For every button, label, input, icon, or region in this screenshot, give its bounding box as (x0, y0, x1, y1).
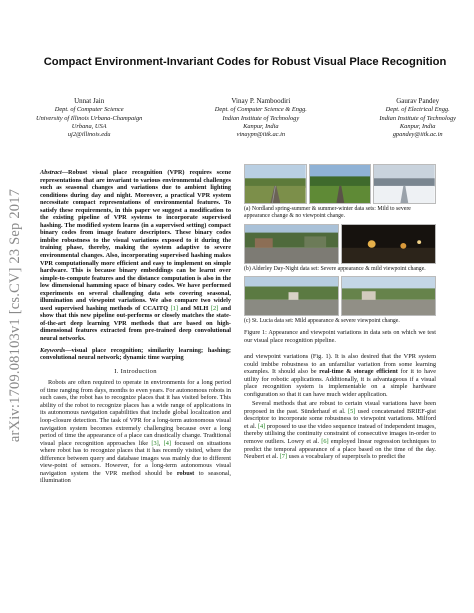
author-email[interactable]: uj2@illinois.edu (67, 131, 111, 139)
body-paragraph (244, 353, 436, 398)
body-text: for it to have utility for robotic applications. Additionally, it is advantageous if a visual place recognition system is implementable on a simple hardware configuration so that it can have much wider application. (244, 368, 436, 398)
stlucia-view-2-photo (341, 276, 436, 316)
citation-link[interactable]: [6] (321, 438, 329, 446)
author-dept: Dept. of Electrical Engg. (385, 106, 450, 114)
author-name: Unnat Jain (74, 97, 105, 105)
alderley-night-photo (341, 224, 436, 264)
subcaption-b: (b) Alderley Day-Night data set: Severe appearance & mild viewpoint change. (244, 265, 426, 272)
author-email[interactable]: gpandey@iitk.ac.in (392, 131, 443, 139)
figure-1 (244, 164, 436, 344)
body-text: to seasonal, illumination (40, 469, 232, 485)
stlucia-view-1-photo (244, 276, 339, 316)
subcaption-a: (a) Nordland spring-summer & summer-winter data sets: Mild to severe appearance change & no viewpoint change. (244, 206, 411, 219)
body-paragraph (244, 400, 436, 460)
citation-link[interactable]: [7] (279, 453, 288, 461)
keywords-text: —visual place recognition; similarity learning; hashing; convolutional neural network; dynamic time warping (40, 346, 231, 362)
author-name: Vinay P. Namboodiri (231, 97, 291, 105)
author-dept: Dept. of Computer Science (54, 106, 124, 114)
author-location: Urbana, USA (71, 122, 107, 130)
body-text: , (158, 439, 164, 447)
body-text: Robots are often required to operate in environments for a long period of time ranging from days, months to even years. For autonomous robots in such cases, the robot has to recognize places that it has visited before. This ability of the robot to recognize places has a wide range of applications in its autonomous navigation capabilities that include global localization and loop-closure detection. The task of VPR for a long-term autonomous visual navigation system becomes extremely challenging because over a long period of time the appearance of a place can drastically change. Traditional visual place recognition approaches like (40, 379, 231, 447)
abstract (40, 169, 231, 343)
author-institution: Indian Institute of Technology (379, 114, 456, 122)
author-location: Kanpur, India (243, 122, 279, 130)
body-text: Several methods that are robust to certain visual variations have been proposed in the past. Sünderhauf et al. (244, 400, 436, 415)
citation-link[interactable]: [3] (151, 439, 159, 447)
author-1 (36, 97, 142, 139)
body-text: focused on situations where robot has to recognize places that it has recently visited, where the difference between query and database images was mainly due to different view-point of sensors. However, for a long-term autonomous visual navigation system the VPR method should be (40, 439, 231, 477)
author-institution: Indian Institute of Technology (222, 114, 300, 122)
intro-paragraph (40, 379, 231, 485)
nordland-spring-photo (244, 164, 307, 204)
author-institution: University of Illinois Urbana-Champaign (36, 114, 143, 122)
nordland-summer-photo (309, 164, 372, 204)
body-text: and viewpoint variations (Fig. 1). It is also desired that the VPR system could imbibe robustness to an unfamiliar variation from some learning examples. It should also be (244, 353, 436, 376)
keywords (40, 347, 231, 362)
subcaption-c: (c) St. Lucia data set: Mild appearance & severe viewpoint change. (244, 318, 400, 325)
alderley-day-photo (244, 224, 339, 264)
figure-caption: Figure 1: Appearance and viewpoint variations in data sets on which we test our visual place recognition pipeline. (244, 329, 436, 344)
photo-row-alderley (244, 224, 436, 264)
body-text: uses a vocabulary of superpixels to predict the (287, 453, 406, 461)
emphasis-text: robust (176, 469, 195, 477)
citation-link[interactable]: [5] (347, 407, 356, 415)
citation-link[interactable]: [4] (163, 439, 171, 447)
section-heading-introduction: I. Introduction (114, 367, 157, 375)
photo-row-stlucia (244, 276, 436, 316)
abstract-text: and MLH (177, 304, 211, 312)
body-text: used concatenated BRIEF-gist descriptor to incorporate some robustness to viewpoint variations. Milford et al. (244, 407, 436, 430)
right-column (244, 164, 436, 461)
citation-link[interactable]: [1] (170, 304, 178, 312)
citation-link[interactable]: [2] (210, 304, 219, 312)
abstract-text: —Robust visual place recognition (VPR) requires scene representations that are invariant to various environmental challenges such as seasonal changes and variations due to ambient lighting conditions during day and night. Moreover, a practical VPR system necessitate compact representations of environmental features. To satisfy these requirements, in this paper we suggest a modification to the existing pipeline of VPR systems to incorporate supervised hashing. The modified system learns (in a supervised setting) compact binary codes from image feature descriptors. These binary codes imbibe robustness to the visual variations exposed to it during the training phase, thereby, making the system adaptive to severe environmental changes. Also, incorporating supervised hashing makes VPR computationally more efficient and easy to implement on simple hardware. This is because binary embeddings can be learnt over simple-to-compute features and the distance computation is also in the low dimensional hamming space of binary codes. We have performed experiments on several challenging data sets covering seasonal, illumination and viewpoint variations. We also compare two widely used supervised hashing methods of CCAITQ (40, 169, 231, 312)
paper-title: Compact Environment-Invariant Codes for Robust Visual Place Recognition (43, 56, 447, 68)
left-column (40, 169, 231, 485)
nordland-winter-photo (373, 164, 436, 204)
abstract-label: Abstract (40, 169, 62, 176)
author-block (36, 97, 456, 139)
body-text: proposed to use the video sequence instead of independent images, thereby utilising the continuity constraint of consecutive images in-order to remove outliers. Lowry et al. (244, 422, 436, 446)
abstract-text: and show that this new pipeline out-performs or closely matches the state-of-the-art deep learning VPR methods that are based on high-dimensional features extracted from pre-trained deep convolutional neural networks. (40, 304, 232, 343)
author-name: Gaurav Pandey (396, 97, 440, 105)
arxiv-identifier: arXiv:1709.08103v1 [cs.CV] 23 Sep 2017 (7, 188, 24, 442)
author-location: Kanpur, India (399, 122, 436, 130)
body-text: employed linear regression techniques to predict the temporal appearance of a place based on the time of the day. Neubert et al. (244, 438, 436, 461)
author-2 (215, 97, 307, 139)
arxiv-stamp (4, 150, 28, 480)
keywords-label: Keywords (40, 346, 66, 354)
author-email[interactable]: vinaypn@iitk.ac.in (236, 131, 286, 139)
author-3 (379, 97, 456, 139)
citation-link[interactable]: [4] (257, 422, 266, 430)
photo-row-nordland (244, 164, 436, 204)
emphasis-text: real-time & storage efficient (319, 368, 398, 376)
right-column-body (244, 353, 436, 461)
author-dept: Dept. of Computer Science & Engg. (214, 106, 307, 114)
